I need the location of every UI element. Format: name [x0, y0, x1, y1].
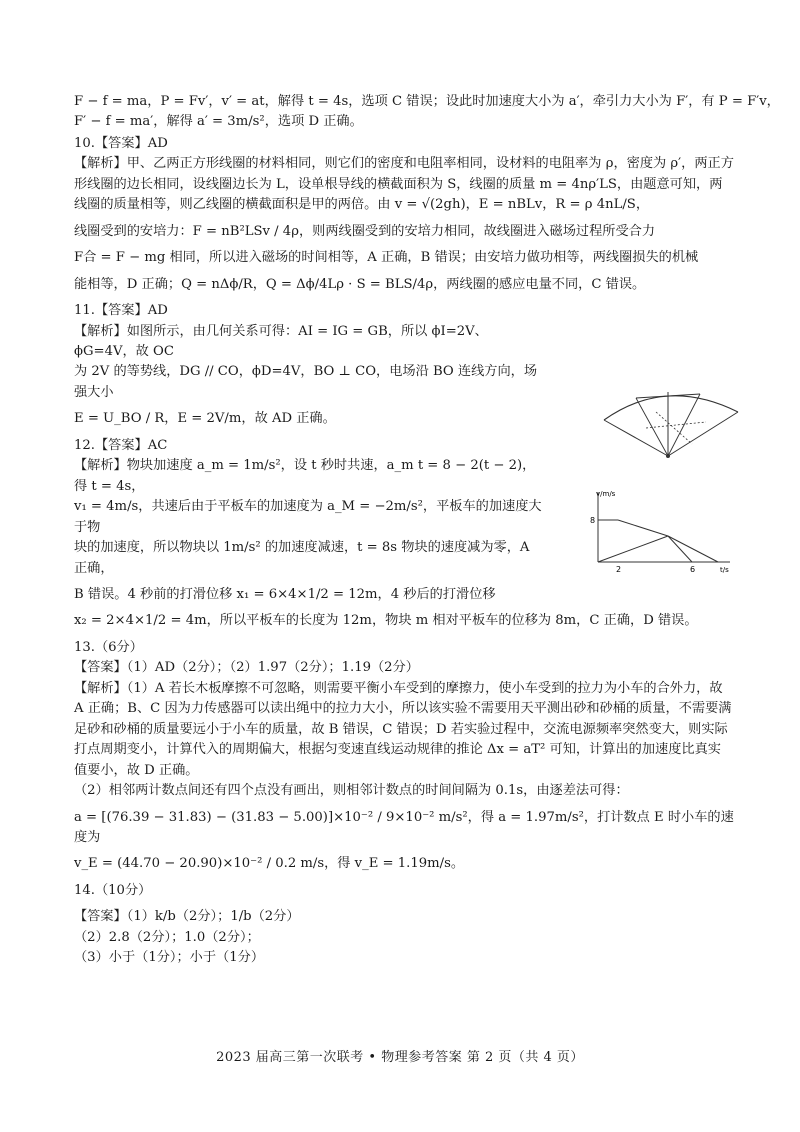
dashed-line	[656, 412, 692, 444]
q11-heading: 11.【答案】AD	[74, 303, 168, 319]
q11-analysis-1: 【解析】如图所示，由几何关系可得：AI = IG = GB，所以 ϕI=2V、ϕG=4V，故 OC	[74, 323, 488, 359]
cart-line	[618, 520, 668, 536]
x-tick-label: 2	[616, 565, 622, 574]
q12-heading: 12.【答案】AC	[74, 437, 168, 453]
q11-analysis-2: 为 2V 的等势线，DG // CO，ϕD=4V，BO ⊥ CO，电场沿 BO 连线方向，场强大小	[74, 364, 538, 400]
arc-line	[604, 396, 738, 420]
q14-answer-3: （3）小于（1分）；小于（1分）	[74, 950, 265, 966]
q13-answer: 【答案】（1）AD（2分）；（2）1.97（2分）；1.19（2分）	[74, 660, 419, 676]
dashed-line	[646, 422, 706, 428]
q12-analysis-4: B 错误。4 秒前的打滑位移 x₁ = 6×4×1/2 = 12m，4 秒后的打滑位移	[74, 586, 496, 602]
q10-analysis-2: 线圈受到的安培力：F = nB²LSv / 4ρ，则两线圈受到的安培力相同，故线圈进入磁场过程所受合力	[74, 223, 656, 239]
text-line: F′ − f = ma′，解得 a′ = 3m/s²，选项 D 正确。	[74, 114, 363, 130]
q10-analysis-1: 【解析】甲、乙两正方形线圈的材料相同，则它们的密度和电阻率相同，设材料的电阻率为 ρ，密度为 ρ′，两正方形线圈的边长相同，设线圈边长为 L，设单根导线的横截面积为 S，线圈的质量 m = 4nρ′LS，由题意可知，两线圈的质量相等，则乙线圈的横截面积是甲的两倍。由 v = √(2gh)，E = nBLv，R = ρ 4nL/S，	[74, 156, 734, 213]
q12-analysis-1: 【解析】物块加速度 a_m = 1m/s²，设 t 秒时共速，a_m t = 8 − 2(t − 2)，得 t = 4s，	[74, 458, 536, 494]
chord-line	[668, 394, 700, 456]
decel-line	[668, 536, 718, 562]
q10-analysis-4: 能相等，D 正确；Q = nΔϕ/R，Q = Δϕ/4Lρ · S = BLS/4ρ，两线圈的感应电量不同，C 错误。	[74, 276, 646, 292]
q12-analysis-3: 块的加速度，所以物块以 1m/s² 的加速度减速，t = 8s 物块的速度减为零，A 正确，	[74, 540, 530, 576]
radius-line	[668, 412, 738, 456]
q11-figure	[596, 382, 746, 472]
x-axis-label: t/s	[720, 566, 729, 574]
cart-decel-line	[668, 536, 692, 562]
q13-analysis-3: a = [(76.39 − 31.83) − (31.83 − 5.00)]×10⁻² / 9×10⁻² m/s²，得 a = 1.97m/s²，打计数点 E 时小车的速度为	[74, 809, 734, 845]
text-line: F − f = ma，P = Fv′，v′ = at，解得 t = 4s，选项 C 错误；设此时加速度大小为 a′，牵引力大小为 F′，有 P = F′v，	[74, 94, 780, 109]
block-line	[598, 536, 668, 562]
q10-analysis-3: F合 = F − mg 相同，所以进入磁场的时间相等，A 正确，B 错误；由安培力做功相等，两线圈损失的机械	[74, 250, 699, 266]
q12-analysis-2: v₁ = 4m/s，共速后由于平板车的加速度为 a_M = −2m/s²，平板车的加速度大于物	[74, 499, 542, 535]
x-tick-label: 6	[690, 565, 696, 574]
q13-analysis-4: v_E = (44.70 − 20.90)×10⁻² / 0.2 m/s，得 v_E = 1.19m/s。	[74, 856, 465, 872]
page-footer: 2023 届高三第一次联考 • 物理参考答案 第 2 页（共 4 页）	[216, 1050, 584, 1065]
q14-answer-2: （2）2.8（2分）；1.0（2分）；	[74, 929, 260, 945]
q13-heading: 13.（6分）	[74, 639, 143, 655]
q10-heading: 10.【答案】AD	[74, 135, 168, 151]
y-tick-label: 8	[590, 516, 596, 525]
q14-answer-1: 【答案】（1）k/b（2分）；1/b（2分）	[74, 909, 300, 925]
center-point	[666, 454, 670, 458]
y-axis-label: v/m/s	[596, 490, 616, 498]
q13-analysis-1: 【解析】（1）A 若长木板摩擦不可忽略，则需要平衡小车受到的摩擦力，使小车受到的拉力为小车的合外力，故 A 正确；B、C 因为力传感器可以读出绳中的拉力大小，所以该实验不需要用天平测出砂和砂桶的质量，不需要满足砂和砂桶的质量要远小于小车的质量，故 B 错误，C 错误；D 若实验过程中，交流电源频率突然变大，则实际打点周期变小，计算代入的周期偏大，根据匀变速直线运动规律的推论 Δx = aT² 可知，计算出的加速度比真实值要小，故 D 正确。	[74, 680, 732, 778]
q14-heading: 14.（10分）	[74, 882, 152, 898]
q12-vt-graph	[588, 486, 738, 578]
q12-analysis-5: x₂ = 2×4×1/2 = 4m，所以平板车的长度为 12m，物块 m 相对平板车的位移为 8m，C 正确，D 错误。	[74, 613, 698, 629]
q12-graph-svg	[588, 486, 738, 578]
q11-analysis-3: E = U_BO / R，E = 2V/m，故 AD 正确。	[74, 411, 336, 427]
q11-diagram-svg	[596, 382, 746, 472]
q13-analysis-2: （2）相邻两计数点间还有四个点没有画出，则相邻计数点的时间间隔为 0.1s，由逐差法可得：	[74, 783, 629, 799]
